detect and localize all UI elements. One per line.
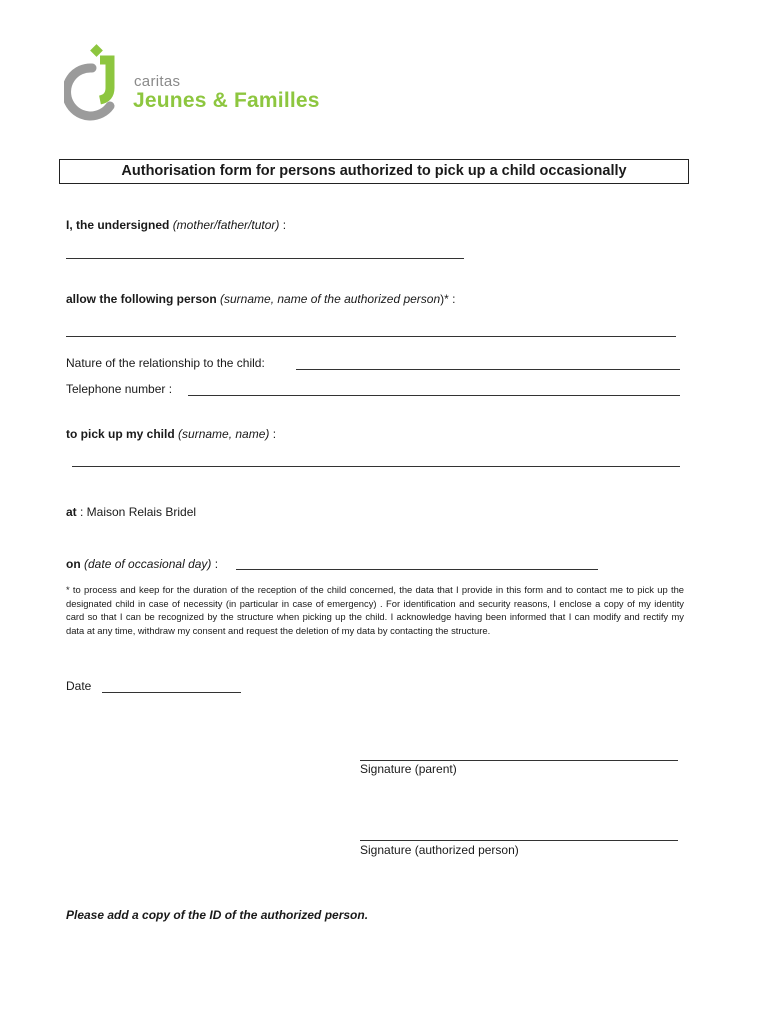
at-label: [66, 505, 196, 519]
child-label: [66, 427, 276, 441]
logo-jeunes-familles-text: Jeunes & Familles: [133, 89, 320, 112]
logo-caritas-text: caritas: [134, 73, 181, 90]
undersigned-label: [66, 218, 286, 232]
undersigned-hint: (mother/father/tutor): [172, 218, 280, 232]
child-hint: (surname, name): [178, 427, 270, 441]
relationship-label: Nature of the relationship to the child:: [66, 356, 265, 370]
date-of-day-input-line[interactable]: [236, 569, 598, 570]
signature-parent-line[interactable]: [360, 760, 678, 761]
undersigned-suffix: :: [279, 218, 287, 232]
signature-parent-label: Signature (parent): [360, 762, 457, 776]
allow-text: allow the following person: [66, 292, 217, 306]
relationship-input-line[interactable]: [296, 369, 680, 370]
footer-id-note: Please add a copy of the ID of the authorized person.: [66, 908, 369, 922]
child-text: to pick up my child: [66, 427, 175, 441]
child-suffix: :: [269, 427, 277, 441]
telephone-input-line[interactable]: [188, 395, 680, 396]
date-label: Date: [66, 679, 92, 693]
on-label: [66, 557, 218, 571]
date-input-line[interactable]: [102, 692, 241, 693]
allow-label: [66, 292, 455, 306]
signature-authorized-label: Signature (authorized person): [360, 843, 519, 857]
telephone-label: Telephone number :: [66, 382, 173, 396]
on-hint: (date of occasional day): [84, 557, 212, 571]
caritas-emblem-icon: [64, 42, 134, 122]
on-text: on: [66, 557, 81, 571]
data-consent-note: * to process and keep for the duration of the reception of the child concerned, the data that I provide in this form and to contact me to pick up the designated child in case of necessity (in particular in case of emergency) . For identification and security reasons, I enclose a copy of my identity card so that I can be recognized by the structure when picking up the child. I acknowledge having been informed that I can modify and rectify my data at any time, withdraw my consent and request the deletion of my data by contacting the structure.: [66, 584, 684, 636]
undersigned-input-line[interactable]: [66, 258, 464, 259]
undersigned-text: I, the undersigned: [66, 218, 170, 232]
caritas-logo: [64, 42, 324, 122]
signature-authorized-line[interactable]: [360, 840, 678, 841]
at-text: at: [66, 505, 77, 519]
authorized-person-input-line[interactable]: [66, 336, 676, 337]
allow-suffix: )* :: [440, 292, 456, 306]
on-suffix: :: [211, 557, 219, 571]
form-title: Authorisation form for persons authorized to pick up a child occasionally: [59, 159, 689, 184]
at-value: : Maison Relais Bridel: [76, 505, 197, 519]
allow-hint: (surname, name of the authorized person: [220, 292, 441, 306]
child-input-line[interactable]: [72, 466, 680, 467]
